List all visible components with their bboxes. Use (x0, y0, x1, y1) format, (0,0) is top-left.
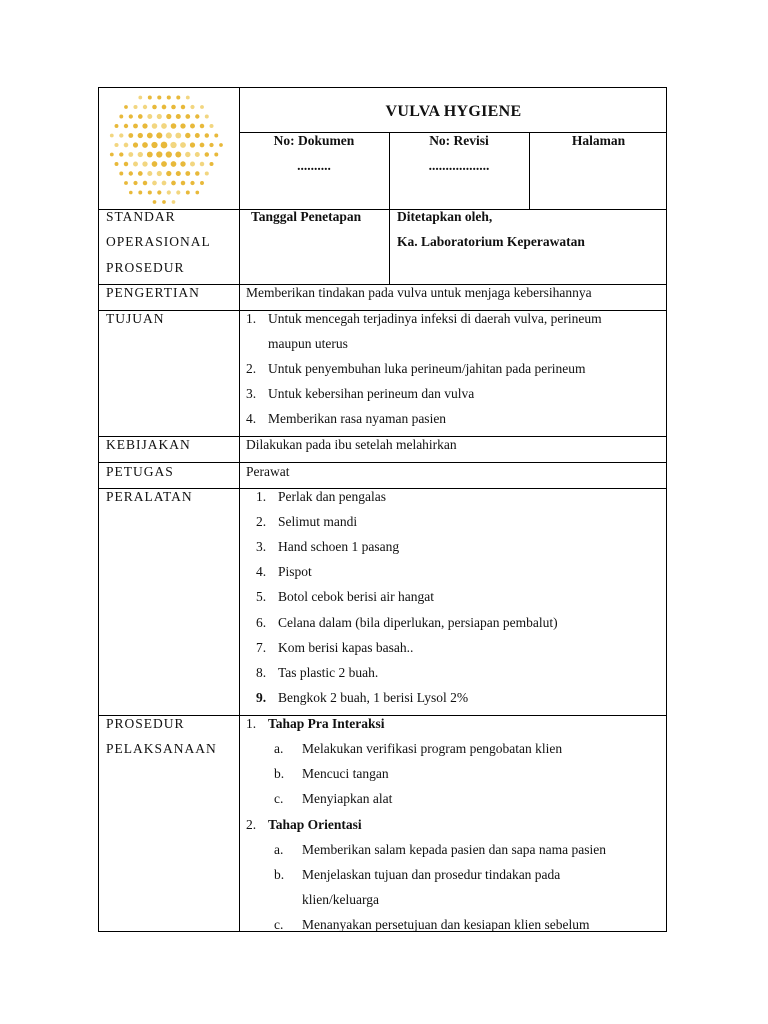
logo-dot (143, 105, 147, 109)
logo-dot (167, 95, 171, 99)
list-number: 9. (256, 690, 267, 705)
logo-dot (115, 124, 119, 128)
logo-dot (148, 96, 152, 100)
logo-dot (176, 171, 181, 176)
no-dokumen-label: No: Dokumen (273, 133, 355, 148)
logo-dot (200, 181, 204, 185)
logo-dot (185, 152, 190, 157)
ditetapkan-oleh-value: Ka. Laboratorium Keperawatan (397, 234, 585, 249)
logo-dot (186, 191, 190, 195)
stage-number: 1. (246, 716, 257, 731)
logo-dot (180, 123, 185, 128)
list-item-text: Pispot (278, 564, 312, 579)
logo-dot (147, 133, 153, 139)
list-item (256, 564, 312, 580)
logo-dot (148, 190, 152, 194)
logo-dot (143, 181, 147, 185)
logo-dot (119, 115, 123, 119)
list-item-text: Selimut mandi (278, 514, 358, 529)
list-item-text: Memberikan rasa nyaman pasien (268, 411, 447, 426)
logo-dot (161, 123, 167, 129)
no-revisi-label: No: Revisi (429, 133, 489, 148)
pengertian-label: PENGERTIAN (106, 285, 200, 300)
logo-dot (129, 114, 133, 118)
logo-dot (115, 162, 119, 166)
list-letter: b. (274, 766, 285, 781)
list-letter: a. (274, 842, 284, 857)
logo-dot (161, 161, 167, 167)
logo-dot (171, 123, 177, 129)
logo-dot (138, 152, 143, 157)
logo-dot (124, 143, 129, 148)
logo-dot (190, 124, 195, 129)
logo-dot (180, 142, 186, 148)
petugas-text: Perawat (246, 464, 290, 479)
logo-dot (175, 152, 181, 158)
list-letter: c. (274, 791, 284, 806)
list-number: 2. (246, 361, 257, 376)
list-item (256, 615, 558, 631)
logo-dot (190, 142, 195, 147)
tujuan-label: TUJUAN (106, 311, 165, 326)
tanggal-penetapan-label: Tanggal Penetapan (251, 209, 362, 224)
list-item-text: Tas plastic 2 buah. (278, 665, 379, 680)
logo-dot (162, 181, 167, 186)
logo-dot (151, 142, 157, 148)
logo-dot (209, 162, 213, 166)
logo-dot (195, 133, 200, 138)
list-letter: a. (274, 741, 284, 756)
logo-dot (214, 134, 218, 138)
list-item (274, 867, 560, 883)
list-item (256, 640, 413, 656)
table-divider (99, 462, 667, 463)
list-item-text: Hand schoen 1 pasang (278, 539, 400, 554)
list-item (256, 690, 468, 706)
logo-dot (142, 123, 147, 128)
logo-dot (205, 115, 209, 119)
list-item (274, 842, 606, 858)
list-item (256, 514, 357, 530)
peralatan-label: PERALATAN (106, 489, 193, 504)
stage-heading (246, 716, 385, 732)
logo-dot (205, 171, 209, 175)
logo-dot (195, 152, 200, 157)
prosedur-label-line1: PROSEDUR (106, 716, 185, 731)
logo-dot (186, 96, 190, 100)
logo-dot (209, 143, 213, 147)
logo-dot (175, 133, 181, 139)
list-item-text: Untuk penyembuhan luka perineum/jahitan pada perineum (268, 361, 586, 376)
list-letter: b. (274, 867, 285, 882)
list-number: 1. (246, 311, 257, 326)
list-number: 7. (256, 640, 267, 655)
logo-dot (142, 142, 148, 148)
logo-dot (200, 124, 204, 128)
logo-dot (138, 191, 142, 195)
kebijakan-text: Dilakukan pada ibu setelah melahirkan (246, 437, 457, 452)
list-number: 6. (256, 615, 267, 630)
logo-dot (162, 105, 167, 110)
list-item-text: Bengkok 2 buah, 1 berisi Lysol 2% (278, 690, 469, 705)
list-number: 5. (256, 589, 267, 604)
list-item-text: Menyiapkan alat (302, 791, 393, 806)
list-letter: c. (274, 917, 284, 932)
logo-dot (129, 171, 133, 175)
logo-dot (119, 172, 123, 176)
logo-dot (147, 152, 153, 158)
logo-dot (166, 151, 172, 157)
logo-dot (110, 134, 114, 138)
list-number: 3. (256, 539, 267, 554)
table-divider (239, 88, 240, 932)
logo-dot (138, 114, 143, 119)
list-item (246, 361, 586, 377)
logo-dot (110, 153, 114, 157)
logo-dot (171, 181, 176, 186)
table-divider (389, 132, 390, 284)
logo-dot (124, 105, 128, 109)
logo-dot (153, 200, 157, 204)
logo-dot (190, 181, 194, 185)
logo-dot (205, 133, 209, 137)
logo-dot (133, 181, 137, 185)
list-item-text: Untuk mencegah terjadinya infeksi di daerah vulva, perineum (268, 311, 602, 326)
logo-dot (152, 181, 157, 186)
list-item (256, 665, 378, 681)
prosedur-label-line2: PELAKSANAAN (106, 741, 217, 756)
list-item (246, 311, 602, 327)
list-item (274, 766, 389, 782)
stage-heading (246, 817, 362, 833)
logo-dot (138, 96, 142, 100)
logo-dot (171, 161, 177, 167)
no-dokumen-value: .......... (297, 158, 331, 173)
logo-dot (157, 95, 161, 99)
logo-dot (195, 171, 199, 175)
logo-dot (124, 124, 128, 128)
logo-dot (114, 143, 118, 147)
logo-dot (138, 133, 143, 138)
sop-label-line3: PROSEDUR (106, 260, 185, 275)
sun-dot-logo-icon (99, 88, 239, 208)
list-item (246, 411, 446, 427)
list-number: 8. (256, 665, 267, 680)
logo-dot (138, 171, 143, 176)
logo-dot (161, 142, 168, 149)
table-divider (99, 209, 667, 210)
list-item-text: Kom berisi kapas basah.. (278, 640, 414, 655)
logo-dot (166, 171, 171, 176)
list-item-text: Botol cebok berisi air hangat (278, 589, 434, 604)
logo-dot (171, 105, 176, 110)
logo-dot (166, 132, 172, 138)
sop-label-line1: STANDAR (106, 209, 176, 224)
list-item-text: Perlak dan pengalas (278, 489, 386, 504)
logo-dot (147, 171, 152, 176)
logo-dot (157, 114, 162, 119)
list-item (274, 791, 392, 807)
list-item (274, 741, 562, 757)
logo-dot (185, 114, 190, 119)
no-revisi-value: .................. (428, 158, 490, 173)
logo-dot (128, 133, 133, 138)
list-item-text: Melakukan verifikasi program pengobatan klien (302, 741, 563, 756)
logo-dot (133, 105, 137, 109)
logo-dot (181, 105, 185, 109)
logo-dot (166, 114, 171, 119)
logo-dot (205, 152, 209, 156)
petugas-label: PETUGAS (106, 464, 174, 479)
list-item-text: Celana dalam (bila diperlukan, persiapan pembalut) (278, 615, 558, 630)
list-item-text: Menanyakan persetujuan dan kesiapan klien sebelum (302, 917, 590, 932)
list-number: 4. (256, 564, 267, 579)
logo-dot (176, 114, 181, 119)
logo-dot (195, 191, 199, 195)
list-item-text: Mencuci tangan (302, 766, 389, 781)
list-item (274, 917, 590, 932)
list-item (246, 386, 474, 402)
list-item-text: Menjelaskan tujuan dan prosedur tindakan pada (302, 867, 561, 882)
list-number: 1. (256, 489, 267, 504)
stage-number: 2. (246, 817, 257, 832)
logo-dot (152, 123, 158, 129)
stage-title: Tahap Pra Interaksi (268, 716, 385, 731)
logo-dot (133, 124, 138, 129)
logo-dot (142, 161, 147, 166)
logo-dot (133, 162, 138, 167)
list-item (256, 539, 399, 555)
logo-dot (210, 124, 214, 128)
logo-dot (200, 162, 205, 167)
list-item-continuation: maupun uterus (268, 336, 348, 351)
list-item-continuation: klien/keluarga (302, 892, 379, 907)
logo-dot (176, 95, 180, 99)
halaman-label: Halaman (571, 133, 626, 148)
logo-dot (124, 181, 128, 185)
logo-dot (170, 142, 176, 148)
logo-dot (214, 153, 218, 157)
logo-dot (119, 152, 123, 156)
logo-dot (119, 133, 123, 137)
logo-dot (156, 151, 162, 157)
logo-dot (200, 143, 205, 148)
sop-document-table (98, 87, 667, 932)
pengertian-text: Memberikan tindakan pada vulva untuk menjaga kebersihannya (246, 285, 592, 300)
stage-title: Tahap Orientasi (268, 817, 362, 832)
logo-dot (185, 171, 190, 176)
logo-dot (176, 190, 180, 194)
logo-dot (200, 105, 204, 109)
logo-dot (129, 191, 133, 195)
list-item-text: Memberikan salam kepada pasien dan sapa nama pasien (302, 842, 607, 857)
logo-dot (128, 152, 133, 157)
ditetapkan-oleh-label: Ditetapkan oleh, (397, 209, 493, 224)
logo-dot (152, 161, 158, 167)
logo-dot (157, 190, 161, 194)
logo-dot (167, 190, 171, 194)
logo-dot (195, 114, 199, 118)
logo-dot (181, 181, 186, 186)
logo-dot (172, 200, 176, 204)
list-number: 4. (246, 411, 257, 426)
logo-dot (133, 142, 138, 147)
logo-dot (190, 105, 194, 109)
logo-dot (162, 200, 166, 204)
document-title: VULVA HYGIENE (385, 103, 522, 120)
kebijakan-label: KEBIJAKAN (106, 437, 191, 452)
sop-label-line2: OPERASIONAL (106, 234, 211, 249)
logo-dot (180, 161, 185, 166)
list-item (256, 589, 434, 605)
list-number: 2. (256, 514, 267, 529)
logo-dot (152, 105, 157, 110)
logo-dot (147, 114, 152, 119)
logo-dot (156, 132, 162, 138)
list-number: 3. (246, 386, 257, 401)
logo-dot (185, 133, 190, 138)
logo-dot (124, 162, 128, 166)
logo-dot (190, 162, 195, 167)
list-item (256, 489, 386, 505)
logo-dot (219, 143, 223, 147)
logo-dot (157, 171, 162, 176)
list-item-text: Untuk kebersihan perineum dan vulva (268, 386, 475, 401)
